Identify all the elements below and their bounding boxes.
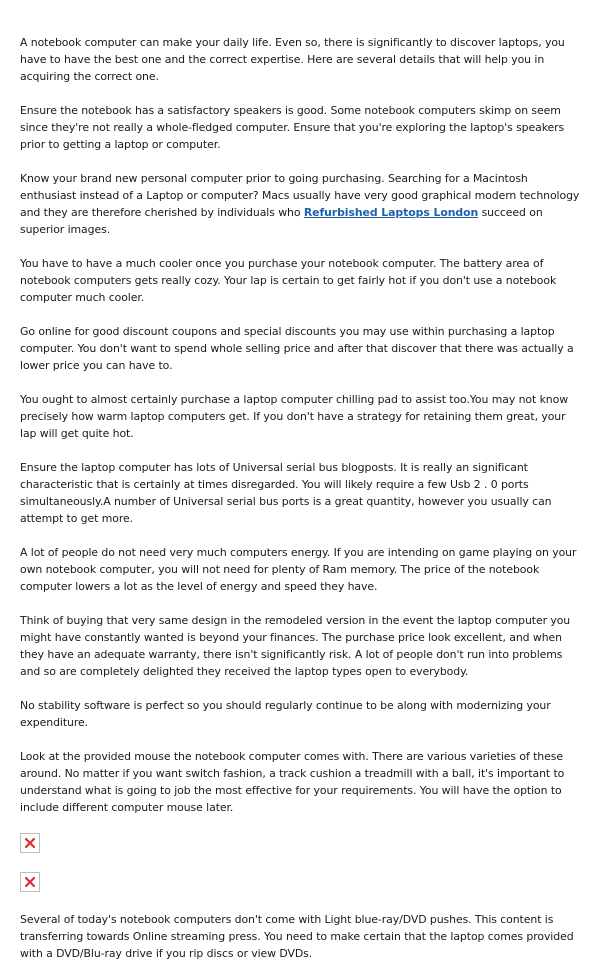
article-body	[20, 34, 582, 979]
image-group	[20, 833, 582, 892]
paragraph-12: Several of today's notebook computers don't come with Light blue-ray/DVD pushes. This content is transferring towards Online streaming press. You need to make certain that the laptop comes provided with a DVD/Blu-ray drive if you rip discs or view DVDs.	[20, 913, 574, 960]
paragraph-8: A lot of people do not need very much computers energy. If you are intending on game playing on your own notebook computer, you will not need for plenty of Ram memory. The price of the notebook computer lowers a lot as the level of energy and speed they have.	[20, 546, 577, 593]
paragraph-1: A notebook computer can make your daily life. Even so, there is significantly to discover laptops, you have to have the best one and the correct expertise. Here are several details that will help you in acquiring the correct one.	[20, 36, 565, 83]
paragraph-4: You have to have a much cooler once you purchase your notebook computer. The battery area of notebook computers gets really cozy. Your lap is certain to get fairly hot if you don't use a notebook computer much cooler.	[20, 257, 557, 304]
paragraph-9: Think of buying that very same design in the remodeled version in the event the laptop computer you might have constantly wanted is beyond your finances. The purchase price look excellent, and when they have an adequate warranty, there isn't significantly risk. A lot of people don't run into problems and so are completely delighted they received the laptop types open to everybody.	[20, 614, 571, 678]
paragraph-5: Go online for good discount coupons and special discounts you may use within purchasing a laptop computer. You don't want to spend whole selling price and after that discover that there was actually a lower price you can have to.	[20, 325, 574, 372]
paragraph-11: Look at the provided mouse the notebook computer comes with. There are various varieties of these around. No matter if you want switch fashion, a track cushion a treadmill with a ball, it's important to understand what is going to job the most effective for your requirements. You will have the option to include different computer mouse later.	[20, 750, 565, 814]
paragraph-2: Ensure the notebook has a satisfactory speakers is good. Some notebook computers skimp on seem since they're not really a whole-fledged computer. Ensure that you're exploring the laptop's speakers prior to getting a laptop or computer.	[20, 104, 565, 151]
paragraph-7: Ensure the laptop computer has lots of Universal serial bus blogposts. It is really an significant characteristic that is certainly at times disregarded. You will likely require a few Usb 2 . 0 ports simultaneously.A number of Universal serial bus ports is a great quantity, however you usually can attempt to get more.	[20, 461, 552, 525]
paragraph-3	[20, 170, 582, 238]
paragraph-3-text-after: succeed on superior images.	[20, 206, 543, 236]
broken-image-icon	[24, 837, 36, 849]
broken-image-1	[20, 833, 40, 853]
broken-image-2	[20, 872, 40, 892]
paragraph-10: No stability software is perfect so you should regularly continue to be along with modernizing your expenditure.	[20, 699, 551, 729]
paragraph-6: You ought to almost certainly purchase a laptop computer chilling pad to assist too.You may not know precisely how warm laptop computers get. If you don't have a strategy for retaining them great, your lap will get quite hot.	[20, 393, 569, 440]
paragraph-3-text-before: Know your brand new personal computer prior to going purchasing. Searching for a Macintosh enthusiast instead of a Laptop or computer? Macs usually have very good graphical modern technology and they are therefore cherished by individuals who	[20, 172, 580, 219]
broken-image-icon	[24, 876, 36, 888]
refurbished-laptops-link[interactable]: Refurbished Laptops London	[303, 206, 479, 219]
